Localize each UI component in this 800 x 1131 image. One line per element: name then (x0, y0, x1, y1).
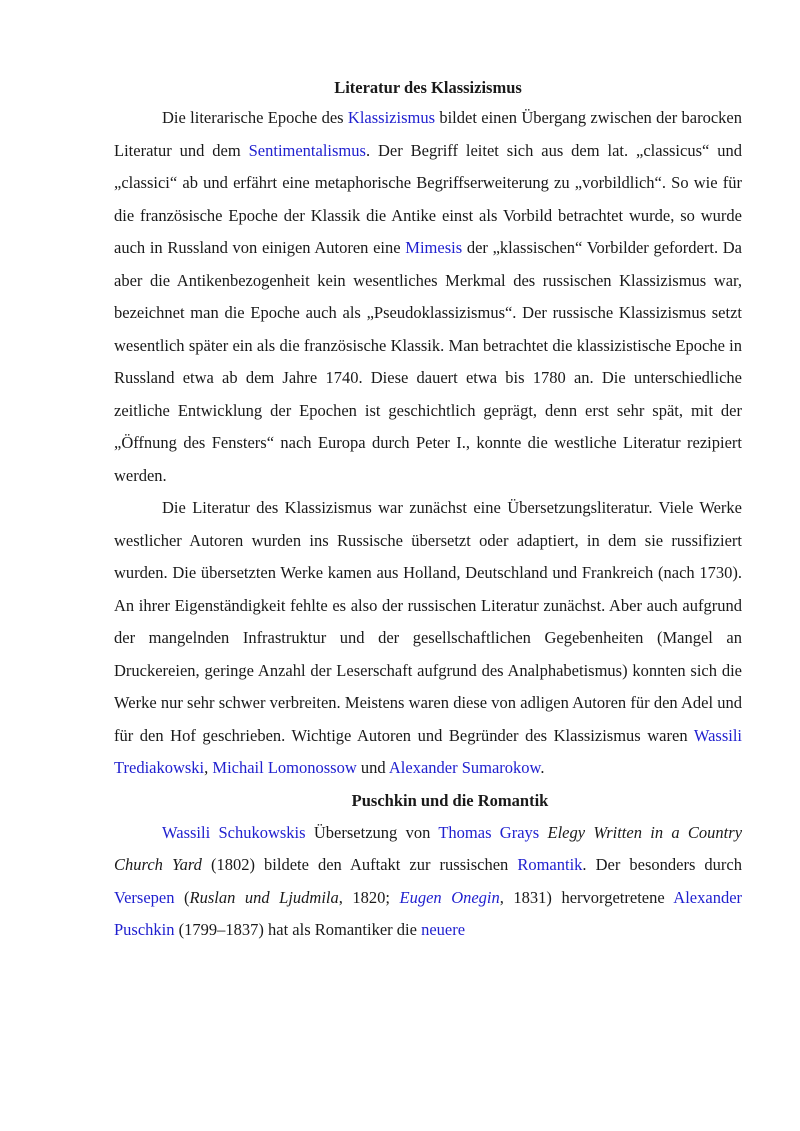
link-neuere[interactable]: neuere (421, 920, 466, 939)
link-sentimentalismus[interactable]: Sentimentalismus (248, 140, 366, 160)
heading-puschkin-romantik: Puschkin und die Romantik (351, 790, 549, 810)
link-thomas-grays[interactable]: Thomas Grays (438, 822, 540, 842)
text-run: (1799–1837) hat als Romantiker die (174, 920, 422, 939)
link-mimesis[interactable]: Mimesis (405, 238, 463, 257)
text-run: Die literarische Epoche des (162, 108, 348, 127)
text-run: (1802) bildete den Auftakt zur russischen (201, 855, 518, 874)
italic-title-onegin: Eugen Onegin (399, 887, 500, 907)
italic-title-ruslan: Ruslan und Ljudmila (189, 887, 339, 907)
text-run: . Der Begriff leitet sich aus dem lat. „classicus“ und „classici“ ab und erfährt eine metaphorische Begriffserweiterung zu „vorbildlich“. So wie für die französische Epoche der Klassik die Antike einst als Vorbild betrachtet wurde, so wurde auch in Russland von einigen Autoren eine (114, 140, 742, 257)
link-romantik[interactable]: Romantik (517, 855, 583, 874)
text-run: . (540, 758, 545, 777)
link-alexander-puschkin[interactable]: Alexander Puschkin (114, 887, 743, 939)
heading-klassizismus: Literatur des Klassizismus (334, 78, 522, 97)
link-michail-lomonossow[interactable]: Michail Lomonossow (212, 758, 357, 777)
paragraph-uebersetzungsliteratur (114, 492, 742, 785)
link-alexander-sumarokow[interactable]: Alexander Sumarokow (388, 758, 541, 777)
link-wassili-schukowskis[interactable]: Wassili Schukowskis (162, 822, 306, 842)
document-content (114, 74, 742, 947)
text-run: , (204, 758, 213, 777)
text-run: bildet einen Übergang zwischen der barocken Literatur und dem (114, 108, 742, 160)
link-klassizismus[interactable]: Klassizismus (347, 108, 436, 127)
text-run: , 1831) hervorgetretene (499, 887, 674, 907)
link-versepen[interactable]: Versepen (114, 887, 175, 907)
text-run: ( (174, 887, 190, 907)
link-eugen-onegin[interactable] (400, 888, 500, 907)
link-wassili-trediakowski[interactable]: Wassili Trediakowski (114, 725, 742, 777)
text-run: Übersetzung von (305, 822, 439, 842)
paragraph-romantik (114, 817, 742, 947)
text-run: und (356, 758, 389, 777)
paragraph-klassizismus-intro (114, 102, 742, 492)
text-run: Die Literatur des Klassizismus war zunächst eine Übersetzungsliteratur. Viele Werke westlicher Autoren wurden ins Russische übersetzt oder adaptiert, in dem sie russifiziert wurden. Die übersetzten Werke kamen aus Holland, Deutschland und Frankreich (nach 1730). An ihrer Eigenständigkeit fehlte es also der russischen Literatur zunächst. Aber auch aufgrund der mangelnden Infrastruktur und der gesellschaftlichen Gegebenheiten (Mangel an Druckereien, geringe Anzahl der Leserschaft aufgrund des Analphabetismus) konnten sich die Werke nur sehr schwer verbreiten. Meistens waren diese von adligen Autoren für den Adel und für den Hof geschrieben. Wichtige Autoren und Begründer des Klassizismus waren (114, 498, 742, 745)
italic-title-elegy: Elegy Written in a Country Church Yard (114, 822, 743, 874)
text-run: der „klassischen“ Vorbilder gefordert. Da aber die Antikenbezogenheit kein wesentliches Merkmal des russischen Klassizismus war, bezeichnet man die Epoche auch als „Pseudoklassizismus“. Der russische Klassizismus setzt wesentlich später ein als die französische Klassik. Man betrachtet die klassizistische Epoche in Russland etwa ab dem Jahre 1740. Diese dauert etwa bis 1780 an. Die unterschiedliche zeitliche Entwicklung der Epochen ist geschichtlich geprägt, denn erst sehr spät, mit der „Öffnung des Fensters“ nach Europa durch Peter I., konnte die westliche Literatur rezipiert werden. (114, 238, 742, 485)
text-run: . Der besonders durch (582, 855, 742, 874)
text-run: , 1820; (338, 887, 400, 907)
